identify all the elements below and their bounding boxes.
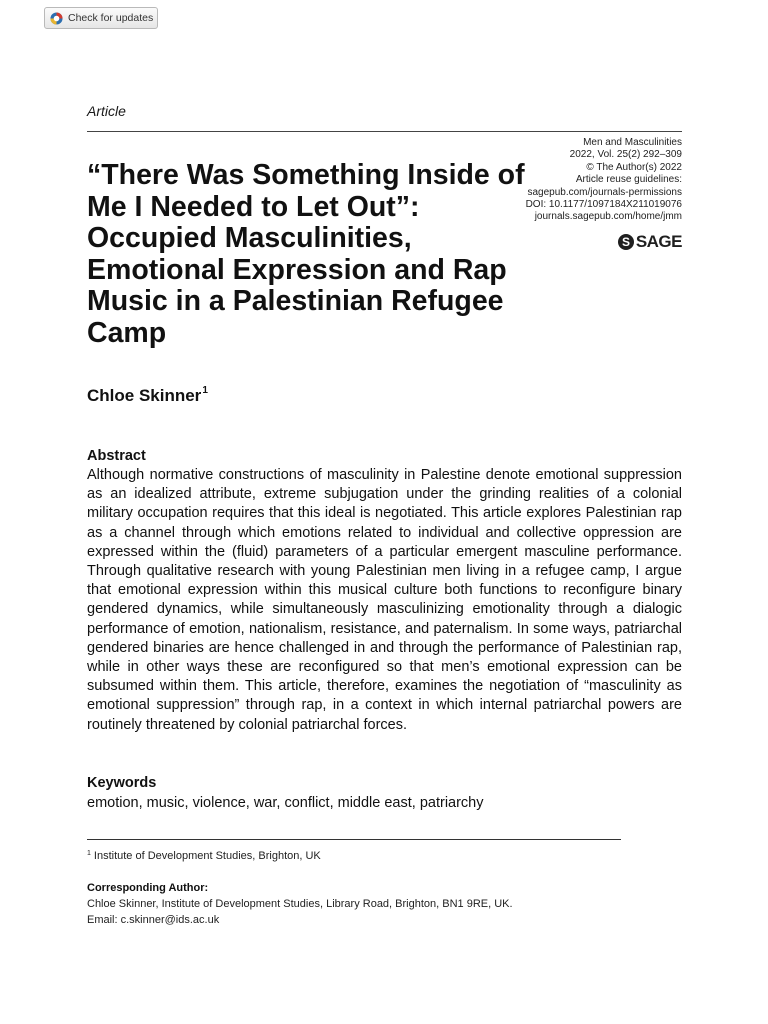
affiliation-footnote: [87, 850, 321, 862]
doi-line[interactable]: DOI: 10.1177/1097184X211019076: [525, 199, 682, 211]
keywords-list: emotion, music, violence, war, conflict, middle east, patriarchy: [87, 795, 484, 811]
check-updates-label: Check for updates: [68, 12, 154, 24]
article-title: “There Was Something Inside of Me I Needed to Let Out”: Occupied Masculinities, Emotional Expression and Rap Music in a Palestinian Refugee Camp: [87, 159, 525, 349]
author-affiliation-mark: 1: [202, 385, 208, 396]
author-name[interactable]: Chloe Skinner: [87, 386, 202, 405]
affiliation-text: Institute of Development Studies, Brighton, UK: [93, 850, 321, 862]
check-updates-icon: [50, 12, 63, 25]
journal-name: Men and Masculinities: [583, 137, 682, 148]
corresponding-author-address: Chloe Skinner, Institute of Development Studies, Library Road, Brighton, BN1 9RE, UK.: [87, 898, 513, 910]
footnote-mark: 1: [87, 850, 91, 857]
sage-logo: [618, 232, 682, 252]
permissions-link[interactable]: sagepub.com/journals-permissions: [527, 186, 682, 198]
footnote-rule: [87, 839, 621, 840]
corresponding-author-heading: Corresponding Author:: [87, 882, 209, 894]
article-type-label: Article: [87, 103, 126, 119]
check-for-updates-button[interactable]: [44, 7, 158, 29]
header-rule: [87, 131, 682, 132]
sage-logo-text: SAGE: [635, 232, 682, 251]
journal-homepage-link[interactable]: journals.sagepub.com/home/jmm: [534, 211, 682, 223]
copyright-line: © The Author(s) 2022: [586, 161, 682, 173]
author-line: [87, 385, 208, 406]
corresponding-author-email[interactable]: Email: c.skinner@ids.ac.uk: [87, 914, 220, 926]
journal-volume: 2022, Vol. 25(2) 292–309: [569, 149, 682, 161]
reuse-guidelines-label: Article reuse guidelines:: [575, 174, 682, 186]
abstract-text: Although normative constructions of masculinity in Palestine denote emotional suppression as an idealized attribute, extreme subjugation under the grinding realities of a colonial military occupation requires that this ideal is negotiated. This article explores Palestinian rap as a channel through which emotions related to individual and collective oppression are expressed within the (fluid) parameters of a particular emergent masculine performance. Through qualitative research with young Palestinian men living in a refugee camp, I argue that emotional expression within this musical culture both functions to reconfigure binary gendered dynamics, while simultaneously masculinizing emotionality through a dialogic performance of emotion, nationalism, resistance, and paternalism. In some ways, patriarchal gendered binaries are hence challenged in and through the performance of Palestinian rap, while in other ways these are reconfigured so that men’s emotional expression can be subsumed within them. This article, therefore, examines the negotiation of “masculinity as emotional suppression” through rap, in a context in which internal patriarchal powers are routinely threatened by colonial patriarchal forces.: [87, 467, 682, 733]
keywords-heading: Keywords: [87, 775, 157, 791]
sage-logo-mark: S: [618, 234, 634, 250]
abstract-heading: Abstract: [87, 448, 146, 464]
